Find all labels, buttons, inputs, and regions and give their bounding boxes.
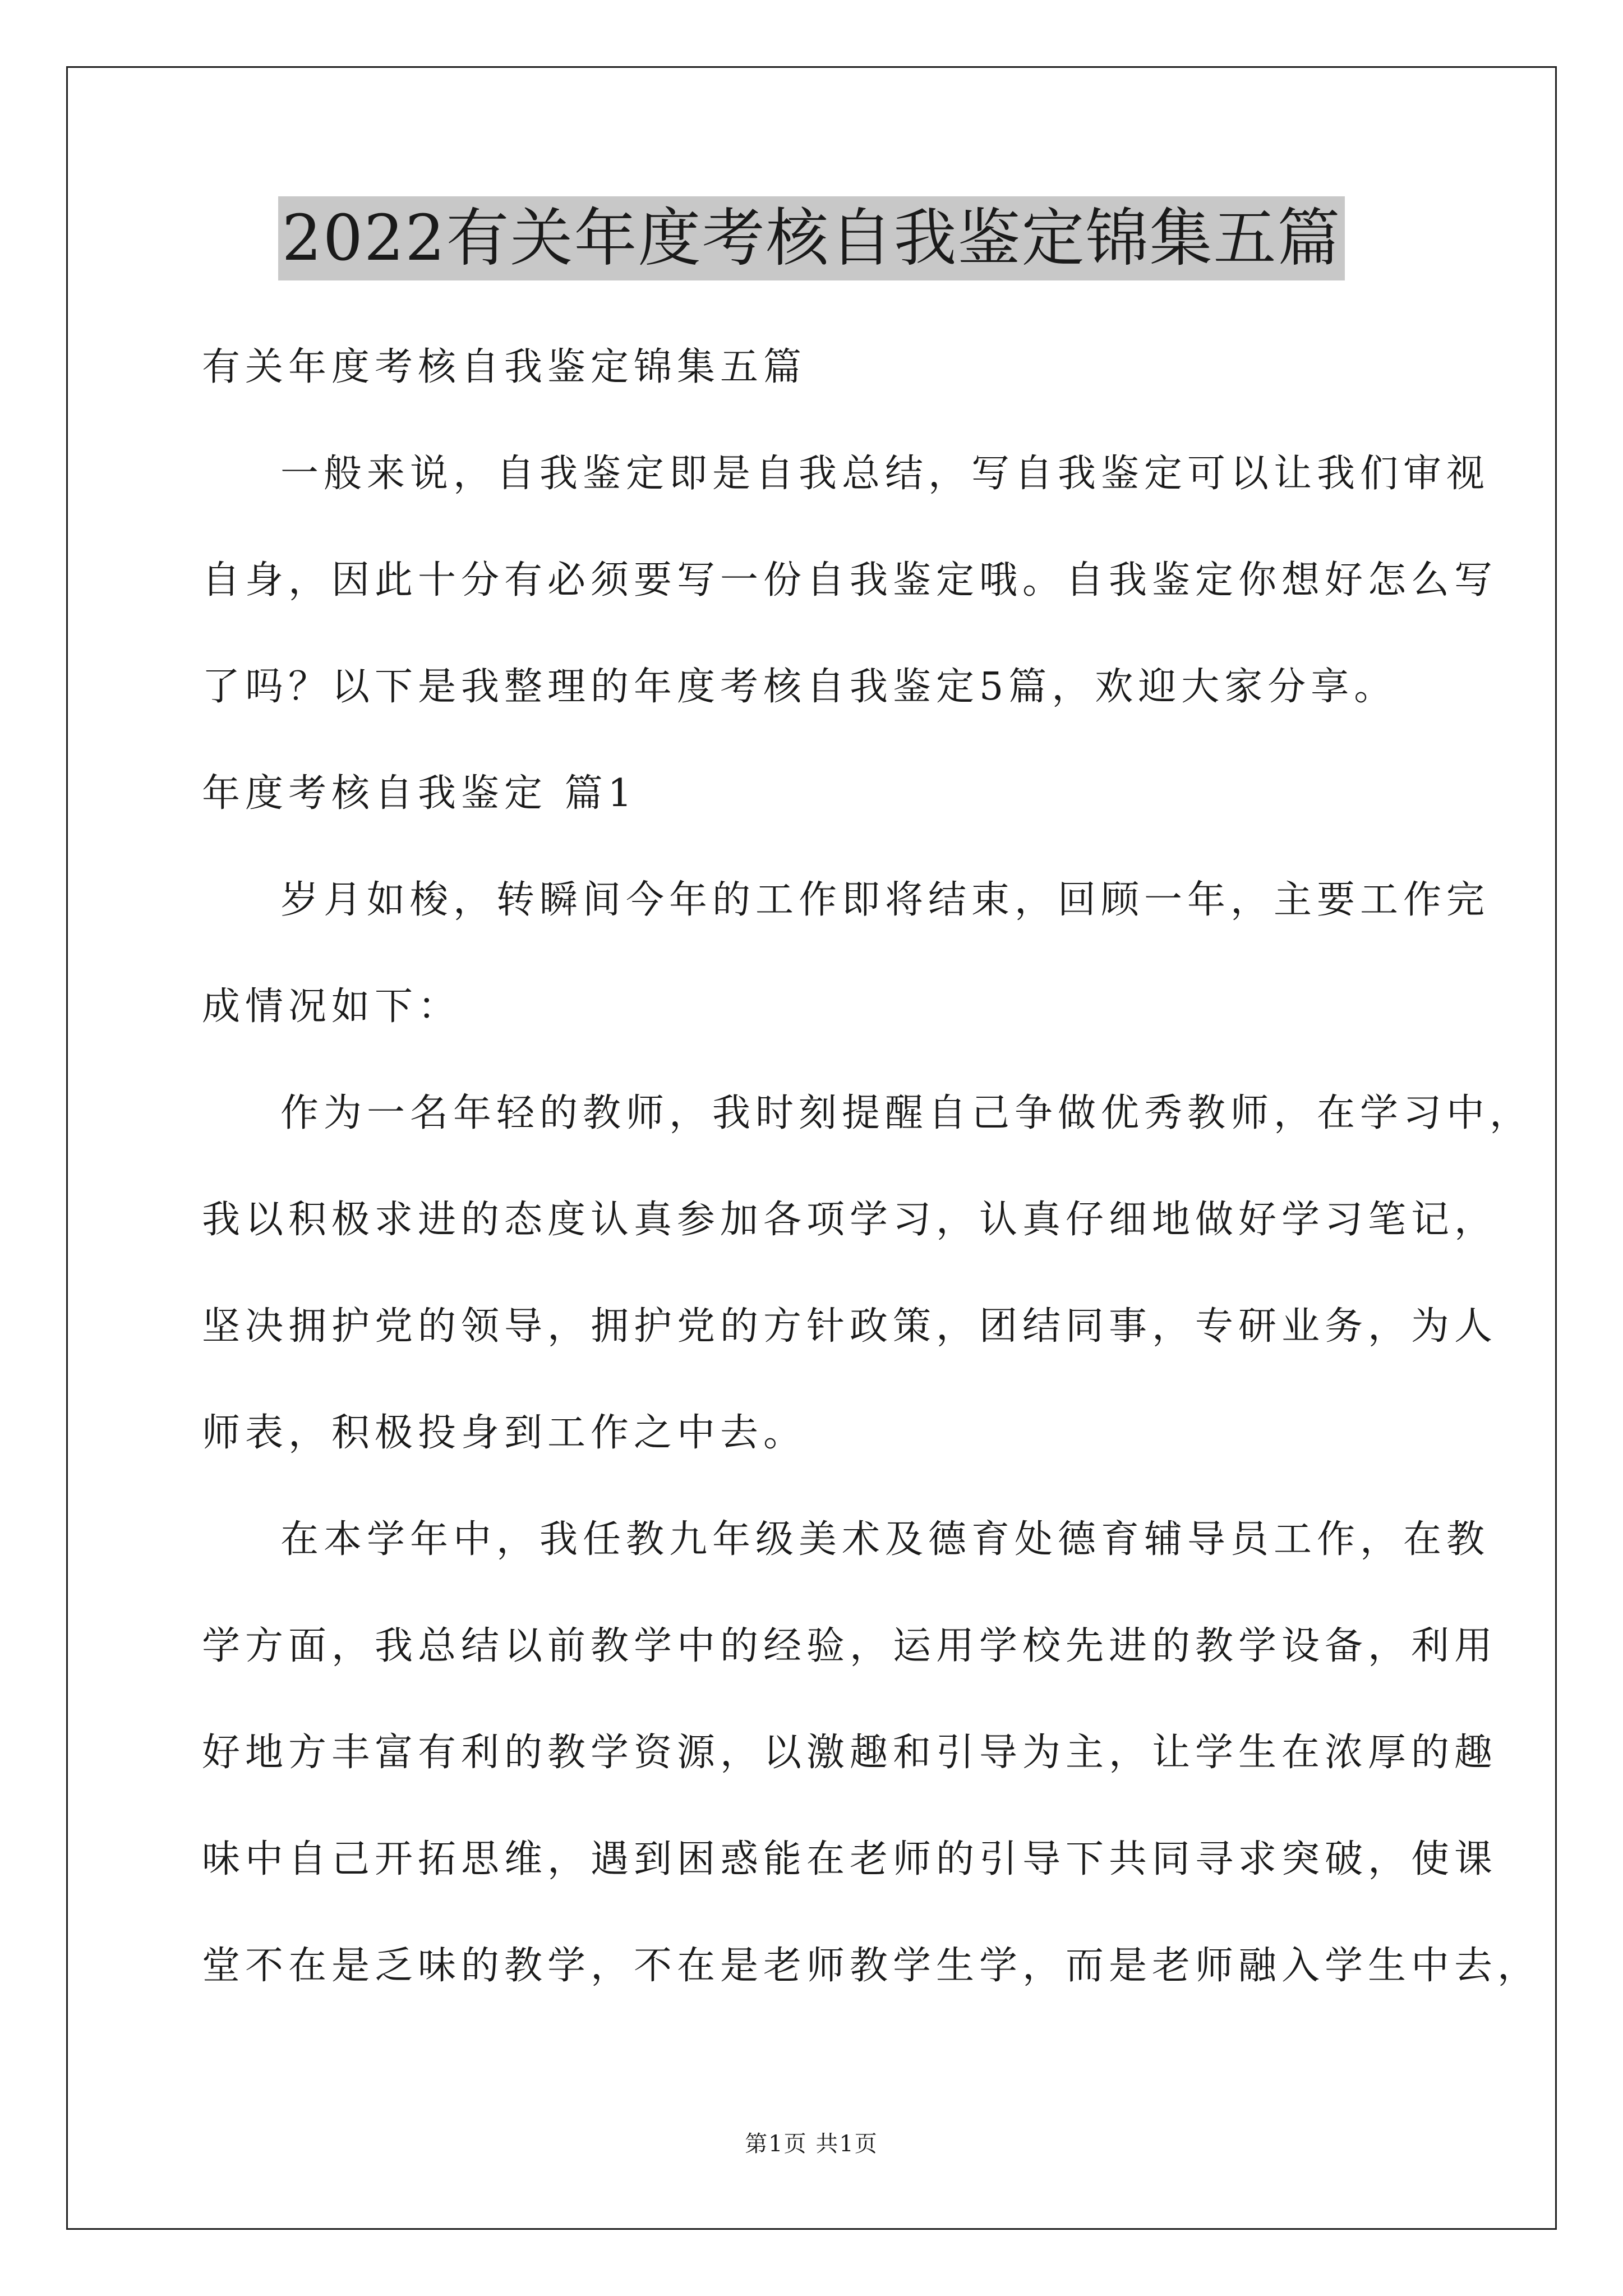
- paragraph-line: 作为一名年轻的教师，我时刻提醒自己争做优秀教师，在学习中，: [280, 1091, 1533, 1135]
- page-footer: 第1页 共1页: [745, 2131, 878, 2157]
- intro-line: 一般来说，自我鉴定即是自我总结，写自我鉴定可以让我们审视: [280, 452, 1490, 496]
- paragraph-line: 岁月如梭，转瞬间今年的工作即将结束，回顾一年，主要工作完: [280, 878, 1490, 922]
- paragraph-line: 师表，积极投身到工作之中去。: [202, 1411, 807, 1455]
- document-title: 2022有关年度考核自我鉴定锦集五篇: [278, 196, 1344, 280]
- intro-paragraph: [202, 421, 1498, 740]
- paragraph-2: [202, 1060, 1533, 1487]
- paragraph-line: 在本学年中，我任教九年级美术及德育处德育辅导员工作，在教: [280, 1517, 1490, 1562]
- paragraph-line: 好地方丰富有利的教学资源，以激趣和引导为主，让学生在浓厚的趣: [202, 1731, 1498, 1775]
- paragraph-1: [202, 847, 1490, 1060]
- document-subtitle: 有关年度考核自我鉴定锦集五篇: [202, 345, 807, 389]
- title-container: [0, 196, 1623, 280]
- paragraph-line: 学方面，我总结以前教学中的经验，运用学校先进的教学设备，利用: [202, 1624, 1498, 1668]
- paragraph-line: 我以积极求进的态度认真参加各项学习，认真仔细地做好学习笔记，: [202, 1198, 1498, 1242]
- paragraph-3: [202, 1487, 1541, 2019]
- paragraph-line: 堂不在是乏味的教学，不在是老师教学生学，而是老师融入学生中去，: [202, 1944, 1541, 1988]
- document-body: [202, 314, 1541, 2019]
- paragraph-line: 坚决拥护党的领导，拥护党的方针政策，团结同事，专研业务，为人: [202, 1304, 1498, 1349]
- intro-line: 了吗？以下是我整理的年度考核自我鉴定5篇，欢迎大家分享。: [202, 665, 1398, 709]
- section-heading: 年度考核自我鉴定 篇1: [202, 771, 637, 816]
- paragraph-line: 味中自己开拓思维，遇到困惑能在老师的引导下共同寻求突破，使课: [202, 1837, 1498, 1881]
- paragraph-line: 成情况如下：: [202, 984, 462, 1029]
- intro-line: 自身，因此十分有必须要写一份自我鉴定哦。自我鉴定你想好怎么写: [202, 558, 1498, 602]
